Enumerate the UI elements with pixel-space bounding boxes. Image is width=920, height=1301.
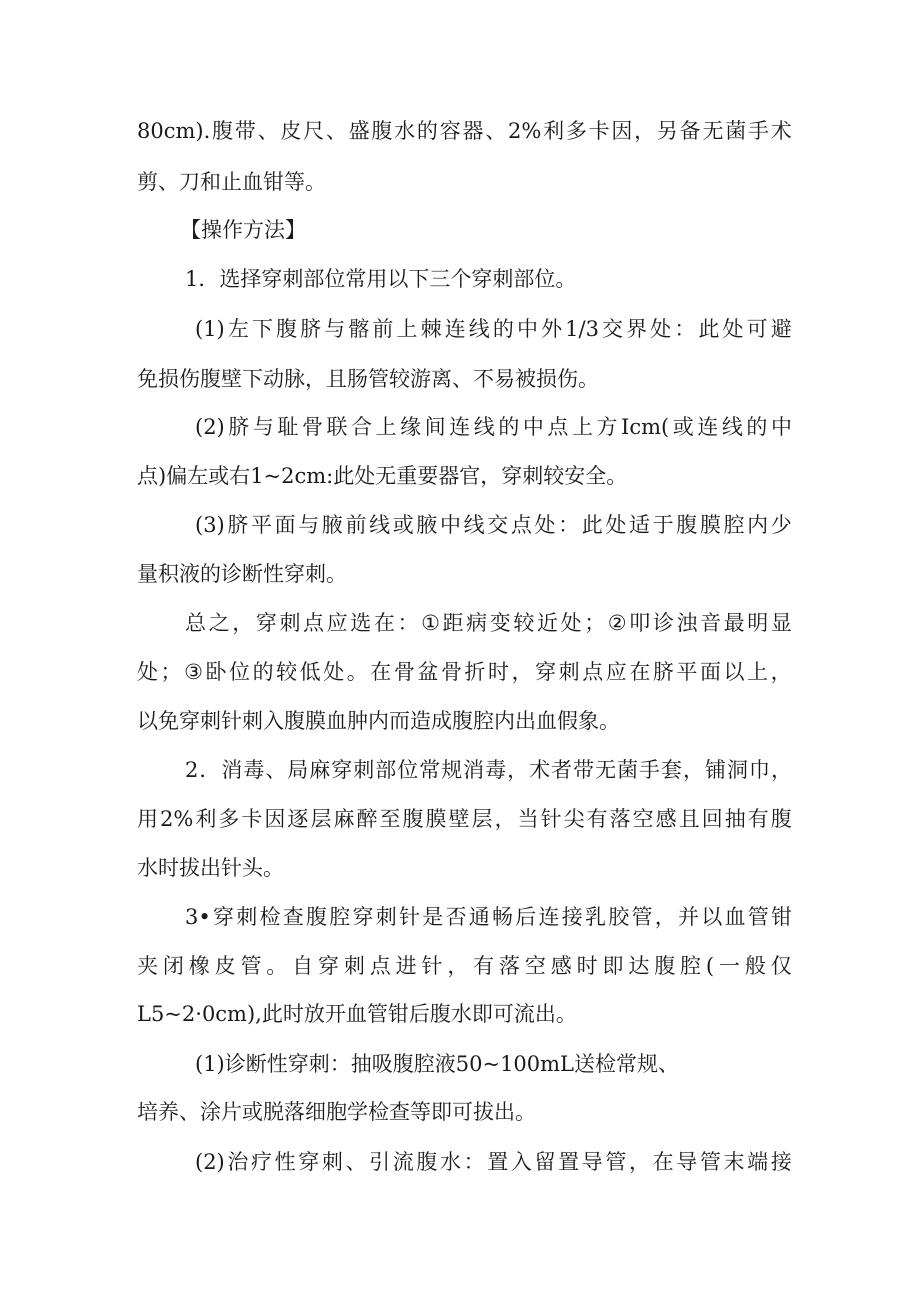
section-heading: 【操作方法】	[180, 218, 306, 242]
text-line: 80cm). 腹 带 、 皮 尺 、 盛 腹 水 的 容 器 、 2% 利 多 卡 因 ， 另 备 无 菌 手 术	[137, 119, 792, 143]
text-line: 剪、刀和止血钳等。	[137, 170, 326, 194]
text-line: 1．选择穿刺部位常用以下三个穿刺部位。	[185, 267, 577, 291]
text-line: 3• 穿 刺 检 查 腹 腔 穿 刺 针 是 否 通 畅 后 连 接 乳 胶 管 ， 并 以 血 管 钳	[185, 905, 792, 929]
text-line: 量积液的诊断性穿刺。	[137, 562, 347, 586]
text-line: 水时拔出针头。	[137, 856, 284, 880]
text-line: 2 ． 消 毒 、 局 麻 穿 刺 部 位 常 规 消 毒 ， 术 者 带 无 菌 手 套 ， 铺 洞 巾 ，	[185, 758, 792, 782]
text-line: (2) 治 疗 性 穿 刺 、 引 流 腹 水 ： 置 入 留 置 导 管 ， 在 导 管 末 端 接	[195, 1150, 792, 1174]
text-line: 培养、涂片或脱落细胞学检查等即可拔出。	[137, 1100, 536, 1124]
text-line: (3) 脐 平 面 与 腋 前 线 或 腋 中 线 交 点 处 ： 此 处 适 于 腹 膜 腔 内 少	[195, 513, 792, 537]
text-line: 总 之 ， 穿 刺 点 应 选 在 ： ① 距 病 变 较 近 处 ； ② 叩 诊 浊 音 最 明 显	[185, 611, 792, 635]
text-line: 夹 闭 橡 皮 管 。 自 穿 刺 点 进 针 ， 有 落 空 感 时 即 达 腹 腔 ( 一 般 仅	[137, 954, 792, 978]
text-line: 处 ； ③ 卧 位 的 较 低 处 。 在 骨 盆 骨 折 时 ， 穿 刺 点 应 在 脐 平 面 以 上 ，	[137, 660, 792, 684]
text-line: 以免穿刺针刺入腹膜血肿内而造成腹腔内出血假象。	[137, 709, 620, 733]
text-line: L5~2·0cm),此时放开血管钳后腹水即可流出。	[137, 1002, 577, 1026]
text-line: (1) 左 下 腹 脐 与 髂 前 上 棘 连 线 的 中 外 1/3 交 界 处 ： 此 处 可 避	[195, 317, 792, 341]
text-line: 用 2% 利 多 卡 因 逐 层 麻 醉 至 腹 膜 壁 层 ， 当 针 尖 有 落 空 感 且 回 抽 有 腹	[137, 807, 792, 831]
text-line: (1)诊断性穿刺：抽吸腹腔液50~100mL送检常规、	[195, 1052, 680, 1076]
text-line: 点)偏左或右1~2cm:此处无重要器官，穿刺较安全。	[137, 464, 628, 488]
text-line: (2) 脐 与 耻 骨 联 合 上 缘 间 连 线 的 中 点 上 方 Icm( 或 连 线 的 中	[195, 415, 792, 439]
text-line: 免损伤腹壁下动脉，且肠管较游离、不易被损伤。	[137, 367, 599, 391]
